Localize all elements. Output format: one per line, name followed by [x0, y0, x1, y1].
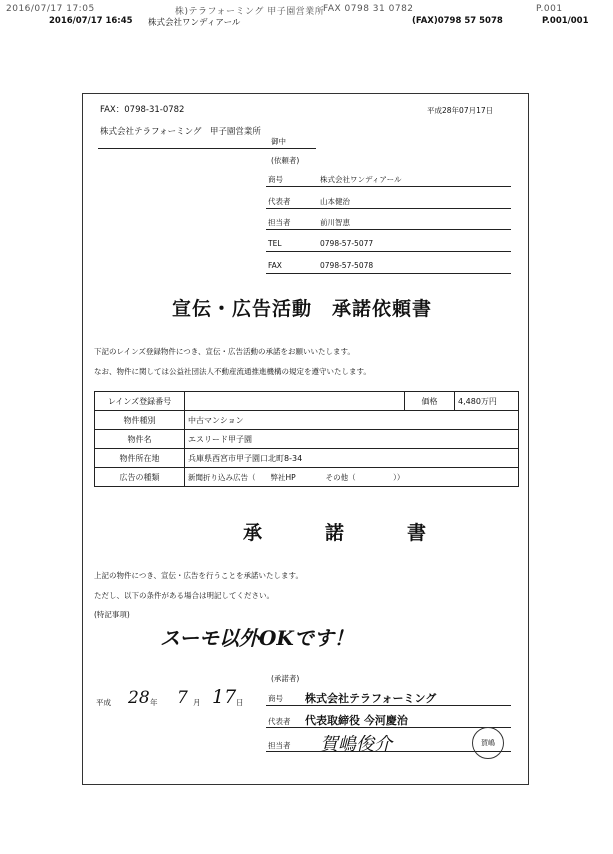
fax-header-fax-2: (FAX)0798 57 5078 [412, 16, 503, 26]
sender-tel-value: 0798-57-5077 [320, 239, 374, 248]
approver-rep-line [266, 727, 511, 728]
sender-rep-label: 代表者 [268, 197, 291, 206]
sign-day-unit: 日 [236, 698, 244, 707]
property-name-label: 物件名 [95, 430, 185, 449]
fax-header-sender-1: 株)テラフォーミング 甲子園営業所 [175, 7, 325, 17]
sign-month-unit: 月 [193, 698, 201, 707]
sender-rep-value: 山本健治 [320, 197, 350, 206]
property-address-label: 物件所在地 [95, 449, 185, 468]
property-type-value: 中古マンション [185, 411, 519, 430]
request-body-line2: なお、物件に関しては公益社団法人不動産流通推進機構の規定を遵守いたします。 [94, 367, 371, 376]
table-row [95, 430, 519, 449]
property-name-value: エスリード甲子園 [185, 430, 519, 449]
handwritten-note: スーモ以外OKです！ [160, 626, 354, 650]
fax-header-page-1: P.001 [536, 4, 563, 14]
table-row [95, 392, 519, 411]
approval-line2: ただし、以下の条件がある場合は明記してください。 [94, 591, 274, 600]
sign-day: 17 [212, 686, 237, 708]
sender-person-value: 前川智恵 [320, 218, 350, 227]
sender-rep-line [266, 208, 511, 209]
approver-rep-label: 代表者 [268, 717, 291, 726]
approval-line1: 上記の物件につき、宣伝・広告を行うことを承諾いたします。 [94, 571, 303, 580]
sign-era: 平成 [96, 698, 111, 707]
ad-method-value: 新聞折り込み広告（ 弊社HP その他（ ）） [185, 468, 519, 487]
price-value: 4,480万円 [455, 392, 519, 411]
approval-title: 承 諾 書 [243, 522, 449, 544]
approver-company-value: 株式会社テラフォーミング [305, 692, 437, 705]
property-table [94, 391, 519, 487]
request-body-line1: 下記のレインズ登録物件につき、宣伝・広告活動の承諾をお願いいたします。 [94, 347, 355, 356]
conditions-label: (特記事項) [94, 610, 130, 619]
price-label: 価格 [405, 392, 455, 411]
sender-company-label: 商号 [268, 175, 283, 184]
sender-company-value: 株式会社ワンディアール [320, 175, 402, 184]
table-row [95, 411, 519, 430]
seal-stamp: 賀嶋 [472, 727, 504, 759]
ad-method-label: 広告の種類 [95, 468, 185, 487]
approver-company-label: 商号 [268, 694, 283, 703]
property-type-label: 物件種別 [95, 411, 185, 430]
sender-person-label: 担当者 [268, 218, 291, 227]
fax-header-fax-1: FAX 0798 31 0782 [323, 4, 414, 14]
approver-person-label: 担当者 [268, 741, 291, 750]
reins-label: レインズ登録番号 [95, 392, 185, 411]
fax-to-number: FAX：0798-31-0782 [100, 105, 185, 115]
recipient-company: 株式会社テラフォーミング 甲子園営業所 [100, 127, 261, 137]
recipient-underline [98, 148, 316, 149]
sender-heading: (依頼者) [271, 156, 300, 165]
approver-company-line [266, 705, 511, 706]
approver-heading: (承諾者) [271, 674, 300, 683]
sign-month: 7 [177, 688, 188, 708]
sender-tel-label: TEL [268, 239, 282, 248]
document-date: 平成28年07月17日 [427, 106, 494, 115]
sender-fax-value: 0798-57-5078 [320, 261, 374, 270]
approver-rep-value: 代表取締役 今河慶治 [305, 714, 408, 727]
document-title: 宣伝・広告活動 承諾依頼書 [172, 298, 433, 320]
fax-header-sender-2: 株式会社ワンディアール [148, 18, 241, 28]
sender-tel-line [266, 251, 511, 252]
sender-person-line [266, 229, 511, 230]
table-row [95, 449, 519, 468]
fax-header-date-1: 2016/07/17 17:05 [6, 4, 95, 14]
sender-fax-label: FAX [268, 261, 282, 270]
sign-year: 28 [128, 688, 150, 708]
recipient-suffix: 御中 [271, 137, 286, 146]
reins-value [185, 392, 405, 411]
fax-header-datetime-2: 2016/07/17 16:45 [49, 16, 133, 26]
approver-person-value: 賀嶋俊介 [320, 734, 392, 755]
sign-year-unit: 年 [150, 698, 158, 707]
fax-header-page-2: P.001/001 [542, 16, 589, 26]
sender-fax-line [266, 273, 511, 274]
sender-company-line [266, 186, 511, 187]
property-address-value: 兵庫県西宮市甲子園口北町8-34 [185, 449, 519, 468]
table-row [95, 468, 519, 487]
